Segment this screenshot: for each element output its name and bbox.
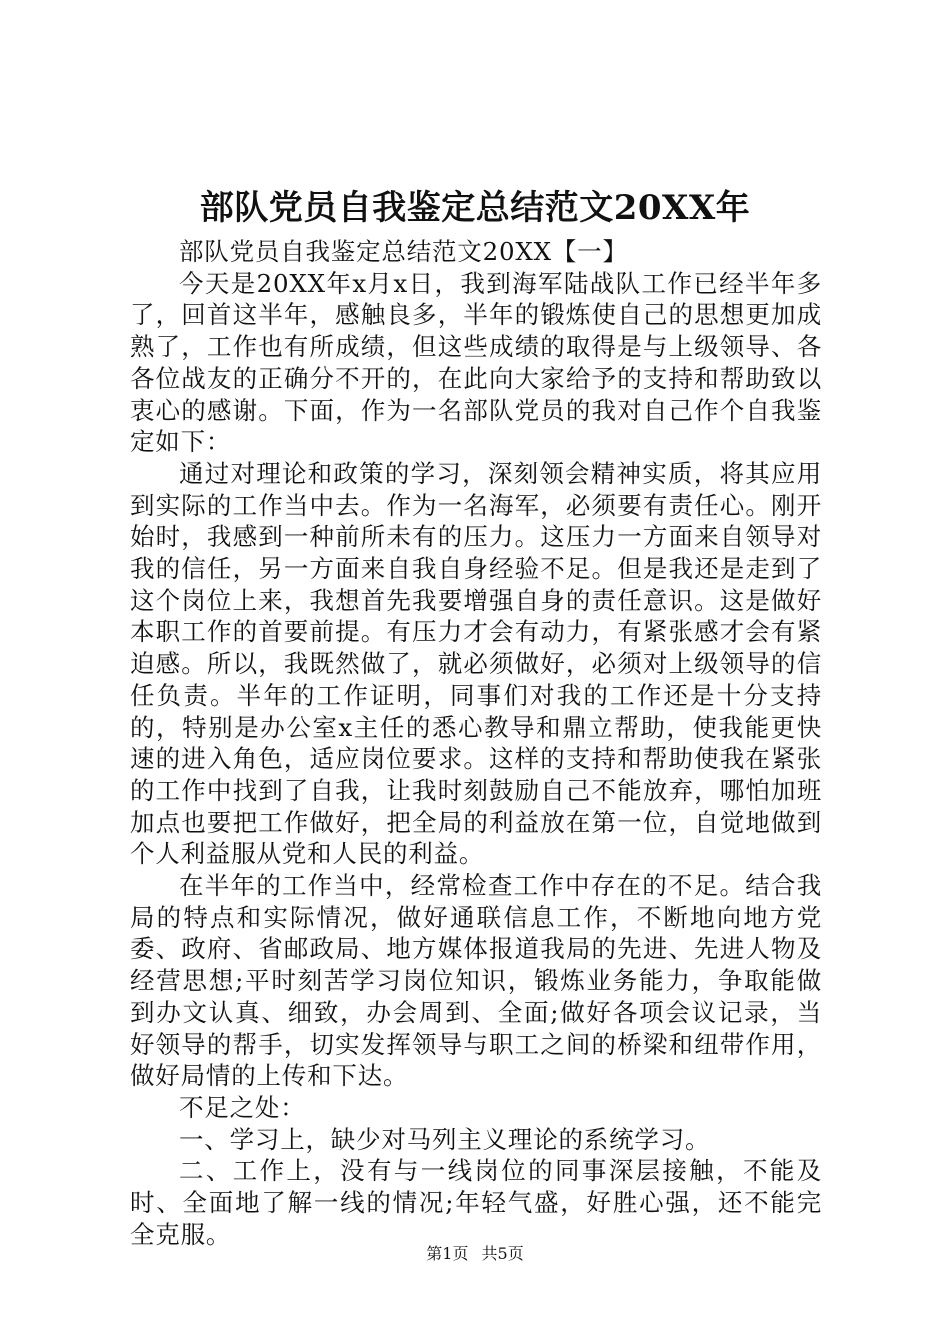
page-total: 共5页	[481, 1244, 524, 1263]
paragraph-intro: 今天是20XX年x月x日，我到海军陆战队工作已经半年多了，回首这半年，感触良多，半年的锻炼使自己的思想更加成熟了，工作也有所成绩，但这些成绩的取得是与上级领导、各各位战友的正确分不开的，在此向大家给予的支持和帮助致以衷心的感谢。下面，作为一名部队党员的我对自己作个自我鉴定如下：	[130, 268, 822, 457]
shortcoming-item-2: 二、工作上，没有与一线岗位的同事深层接触，不能及时、全面地了解一线的情况;年轻气盛，好胜心强，还不能完全克服。	[130, 1156, 822, 1249]
section-heading: 部队党员自我鉴定总结范文20XX【一】	[179, 237, 628, 266]
paragraph-work: 在半年的工作当中，经常检查工作中存在的不足。结合我局的特点和实际情况，做好通联信息工作，不断地向地方党委、政府、省邮政局、地方媒体报道我局的先进、先进人物及经营思想;平时刻苦学习岗位知识，锻炼业务能力，争取能做到办文认真、细致，办会周到、全面;做好各项会议记录，当好领导的帮手，切实发挥领导与职工之间的桥梁和纽带作用，做好局情的上传和下达。	[130, 871, 822, 1091]
shortcoming-item-1: 一、学习上，缺少对马列主义理论的系统学习。	[179, 1124, 711, 1154]
document-body	[130, 236, 822, 1251]
page-number: 第1页	[426, 1244, 469, 1263]
document-title: 部队党员自我鉴定总结范文20XX年	[199, 188, 751, 228]
paragraph-study: 通过对理论和政策的学习，深刻领会精神实质，将其应用到实际的工作当中去。作为一名海军，必须要有责任心。刚开始时，我感到一种前所未有的压力。这压力一方面来自领导对我的信任，另一方面来自我自身经验不足。但是我还是走到了这个岗位上来，我想首先我要增强自身的责任意识。这是做好本职工作的首要前提。有压力才会有动力，有紧张感才会有紧迫感。所以，我既然做了，就必须做好，必须对上级领导的信任负责。半年的工作证明，同事们对我的工作还是十分支持的，特别是办公室x主任的悉心教导和鼎立帮助，使我能更快速的进入角色，适应岗位要求。这样的支持和帮助使我在紧张的工作中找到了自我，让我时刻鼓励自己不能放弃，哪怕加班加点也要把工作做好，把全局的利益放在第一位，自觉地做到个人利益服从党和人民的利益。	[130, 458, 822, 869]
page-footer	[0, 1244, 950, 1264]
shortcomings-heading: 不足之处：	[179, 1092, 306, 1122]
